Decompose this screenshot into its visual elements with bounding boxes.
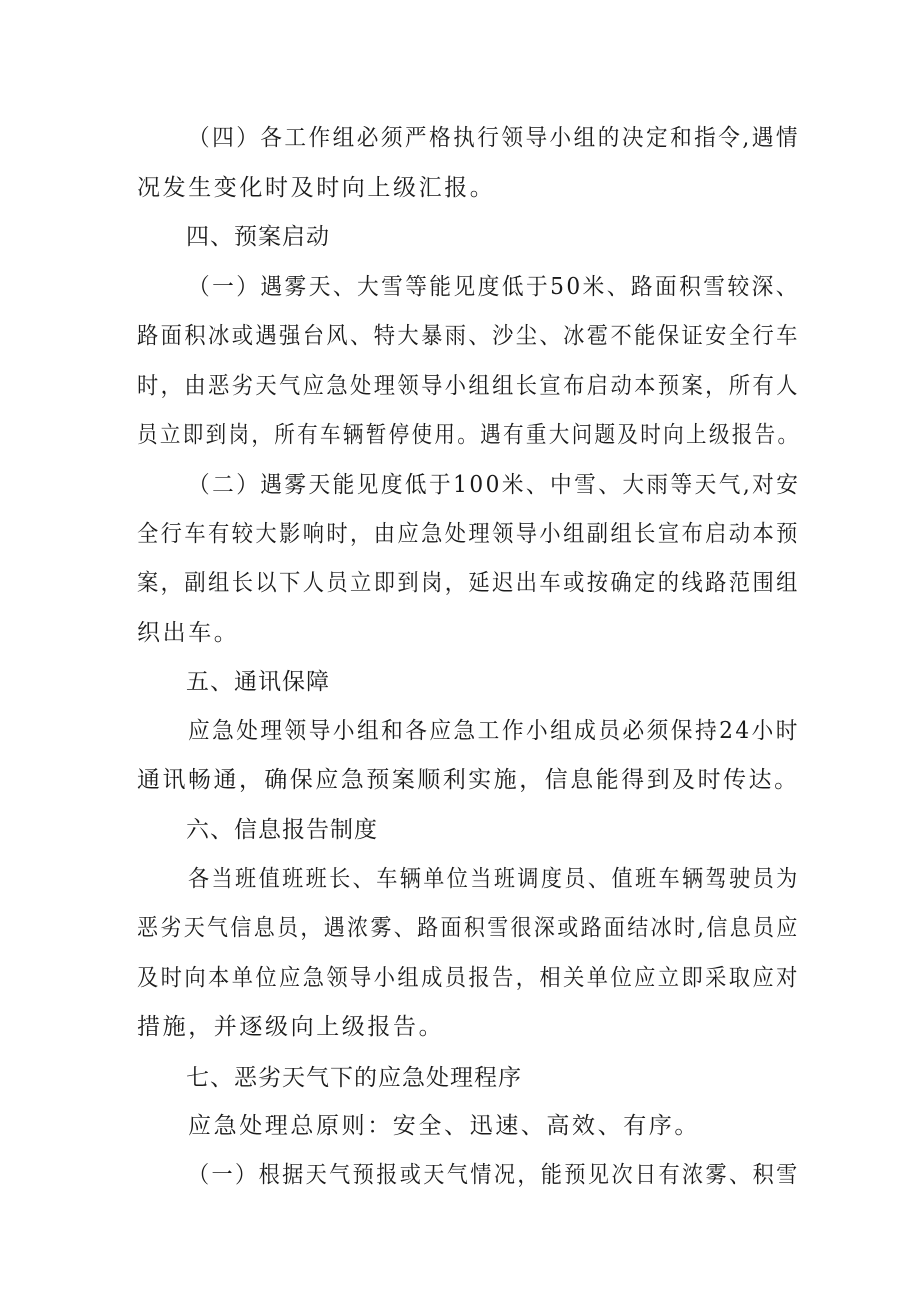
paragraph-line: 恶劣天气信息员，遇浓雾、路面积雪很深或路面结冰时,信息员应	[137, 915, 800, 941]
paragraph-line: 全行车有较大影响时，由应急处理领导小组副组长宣布启动本预	[137, 521, 800, 547]
paragraph-line: 织出车。	[137, 620, 240, 646]
paragraph-line: （四）各工作组必须严格执行领导小组的决定和指令,遇情	[188, 125, 800, 151]
paragraph-line: 应急处理总原则：安全、迅速、高效、有序。	[188, 1113, 700, 1139]
paragraph-line: 案，副组长以下人员立即到岗，延迟出车或按确定的线路范围组	[137, 570, 800, 596]
section-heading: 六、信息报告制度	[186, 817, 378, 843]
paragraph-line: 况发生变化时及时向上级汇报。	[137, 175, 496, 201]
paragraph-line: 措施，并逐级向上级报告。	[137, 1014, 445, 1040]
paragraph-line: 及时向本单位应急领导小组成员报告，相关单位应立即采取应对	[137, 965, 800, 991]
section-heading: 七、恶劣天气下的应急处理程序	[186, 1065, 522, 1091]
section-heading: 四、预案启动	[186, 224, 330, 250]
paragraph-line: （一）根据天气预报或天气情况，能预见次日有浓雾、积雪	[188, 1162, 800, 1188]
paragraph-line: 各当班值班班长、车辆单位当班调度员、值班车辆驾驶员为	[188, 866, 800, 892]
paragraph-line: 通讯畅通，确保应急预案顺利实施，信息能得到及时传达。	[137, 767, 800, 793]
paragraph-line: （一）遇雾天、大雪等能见度低于50米、路面积雪较深、	[188, 274, 800, 300]
section-heading: 五、通讯保障	[186, 669, 330, 695]
paragraph-line: （二）遇雾天能见度低于100米、中雪、大雨等天气,对安	[188, 472, 801, 498]
paragraph-line: 应急处理领导小组和各应急工作小组成员必须保持24小时	[188, 718, 800, 744]
paragraph-line: 时，由恶劣天气应急处理领导小组组长宣布启动本预案，所有人	[137, 373, 800, 399]
paragraph-line: 路面积冰或遇强台风、特大暴雨、沙尘、冰雹不能保证安全行车	[137, 323, 800, 349]
paragraph-line: 员立即到岗，所有车辆暂停使用。遇有重大问题及时向上级报告。	[137, 422, 801, 448]
